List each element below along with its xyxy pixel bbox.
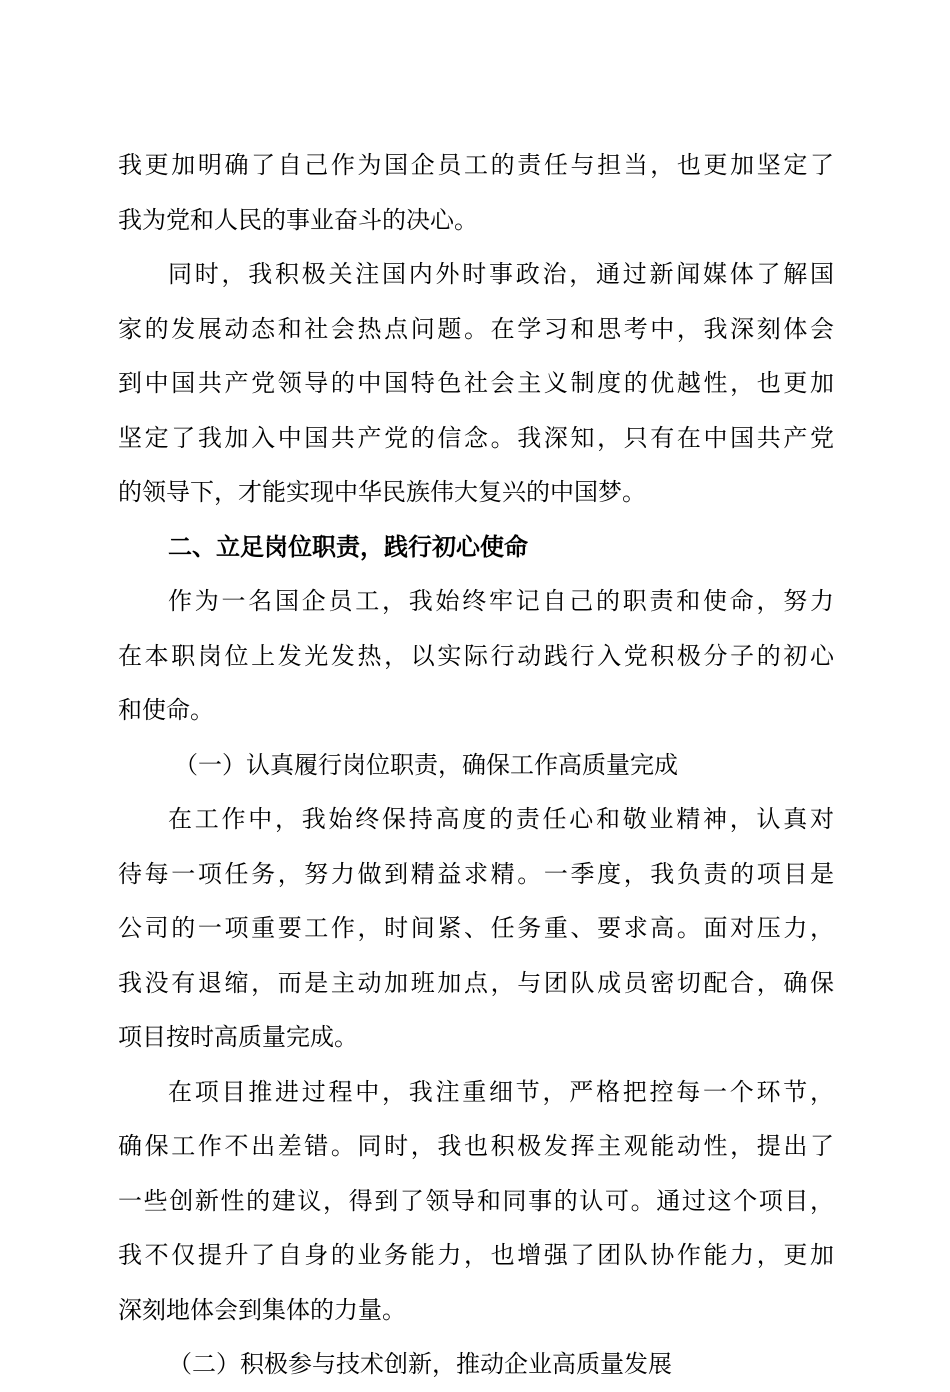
- paragraph-line: 确保工作不出差错。同时，我也积极发挥主观能动性，提出了: [118, 1132, 834, 1160]
- paragraph-line: 我没有退缩，而是主动加班加点，与团队成员密切配合，确保: [118, 968, 834, 997]
- paragraph-line: 待每一项任务，努力做到精益求精。一季度，我负责的项目是: [118, 859, 834, 888]
- paragraph-line: 我更加明确了自己作为国企员工的责任与担当，也更加坚定了: [118, 151, 834, 179]
- paragraph-line: 作为一名国企员工，我始终牢记自己的职责和使命，努力: [168, 587, 834, 615]
- section-heading: 二、立足岗位职责，践行初心使命: [168, 532, 528, 561]
- paragraph-line: 项目按时高质量完成。: [118, 1023, 358, 1051]
- paragraph-line: 在本职岗位上发光发热，以实际行动践行入党积极分子的初心: [118, 641, 834, 670]
- paragraph-line: 到中国共产党领导的中国特色社会主义制度的优越性，也更加: [118, 369, 834, 397]
- document-body: [118, 138, 834, 1392]
- paragraph-line: 公司的一项重要工作，时间紧、任务重、要求高。面对压力，: [118, 914, 834, 942]
- subsection-heading: （一）认真履行岗位职责，确保工作高质量完成: [174, 750, 678, 779]
- paragraph-line: 深刻地体会到集体的力量。: [118, 1295, 406, 1324]
- paragraph-line: 的领导下，才能实现中华民族伟大复兴的中国梦。: [118, 478, 646, 506]
- paragraph-line: 一些创新性的建议，得到了领导和同事的认可。通过这个项目，: [118, 1186, 834, 1215]
- paragraph-line: 在项目推进过程中，我注重细节，严格把控每一个环节，: [168, 1077, 834, 1106]
- paragraph-line: 我为党和人民的事业奋斗的决心。: [118, 205, 478, 234]
- paragraph-line: 同时，我积极关注国内外时事政治，通过新闻媒体了解国: [168, 260, 834, 288]
- paragraph-line: 在工作中，我始终保持高度的责任心和敬业精神，认真对: [168, 805, 834, 833]
- paragraph-line: 坚定了我加入中国共产党的信念。我深知，只有在中国共产党: [118, 423, 834, 452]
- subsection-heading: （二）积极参与技术创新，推动企业高质量发展: [168, 1350, 672, 1378]
- paragraph-line: 家的发展动态和社会热点问题。在学习和思考中，我深刻体会: [118, 314, 834, 343]
- paragraph-line: 和使命。: [118, 696, 214, 724]
- paragraph-line: 我不仅提升了自身的业务能力，也增强了团队协作能力，更加: [118, 1241, 834, 1269]
